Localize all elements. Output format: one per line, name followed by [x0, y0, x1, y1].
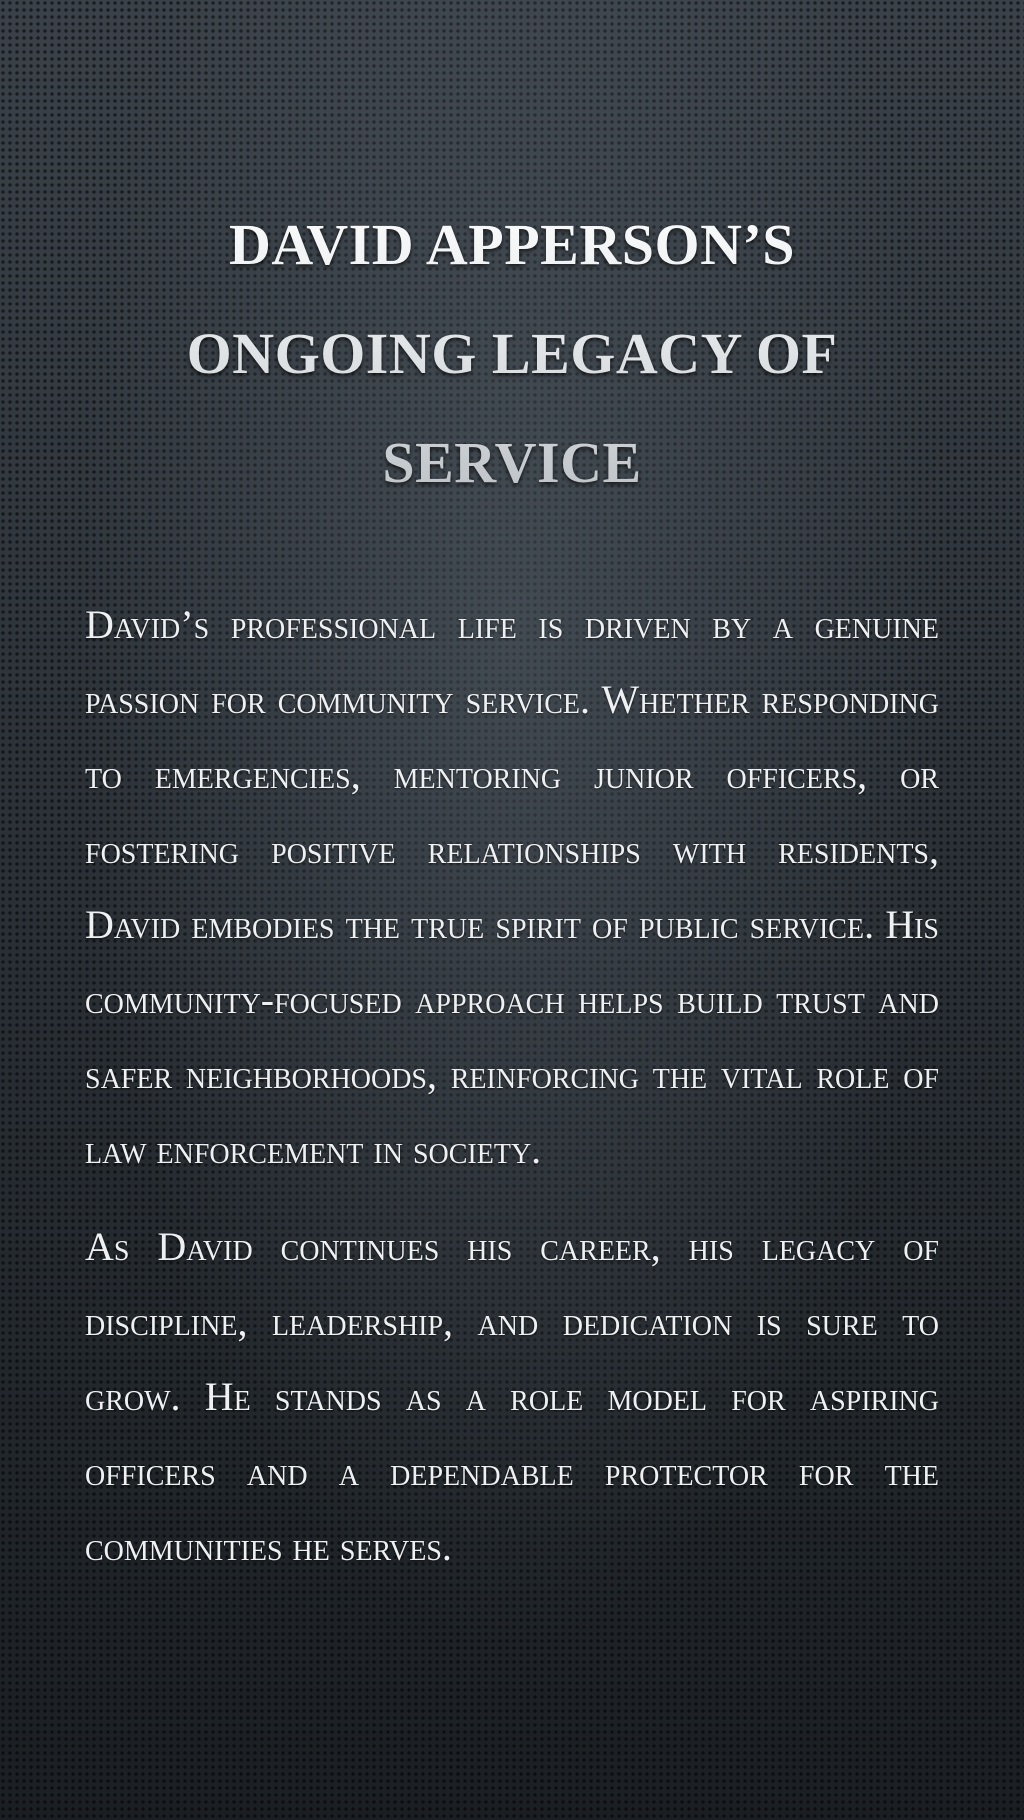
title-line-3: SERVICE [382, 430, 642, 495]
title-line-1: DAVID APPERSON’S [228, 212, 796, 277]
title-line-2: ONGOING LEGACY OF [186, 321, 838, 386]
body-paragraph-1: David’s professional life is driven by a genuine passion for community service. Whether responding to emergencies, mentoring junior officers, or fostering positive relationships with residents, David embodies the true spirit of public service. His community-focused approach helps build trust and safer neighborhoods, reinforcing the vital role of law enforcement in society. [85, 602, 939, 1172]
page-title [85, 190, 939, 517]
body-paragraph-2: As David continues his career, his legacy of discipline, leadership, and dedication is sure to grow. He stands as a role model for aspiring officers and a dependable protector for the communities he serves. [85, 1224, 939, 1569]
